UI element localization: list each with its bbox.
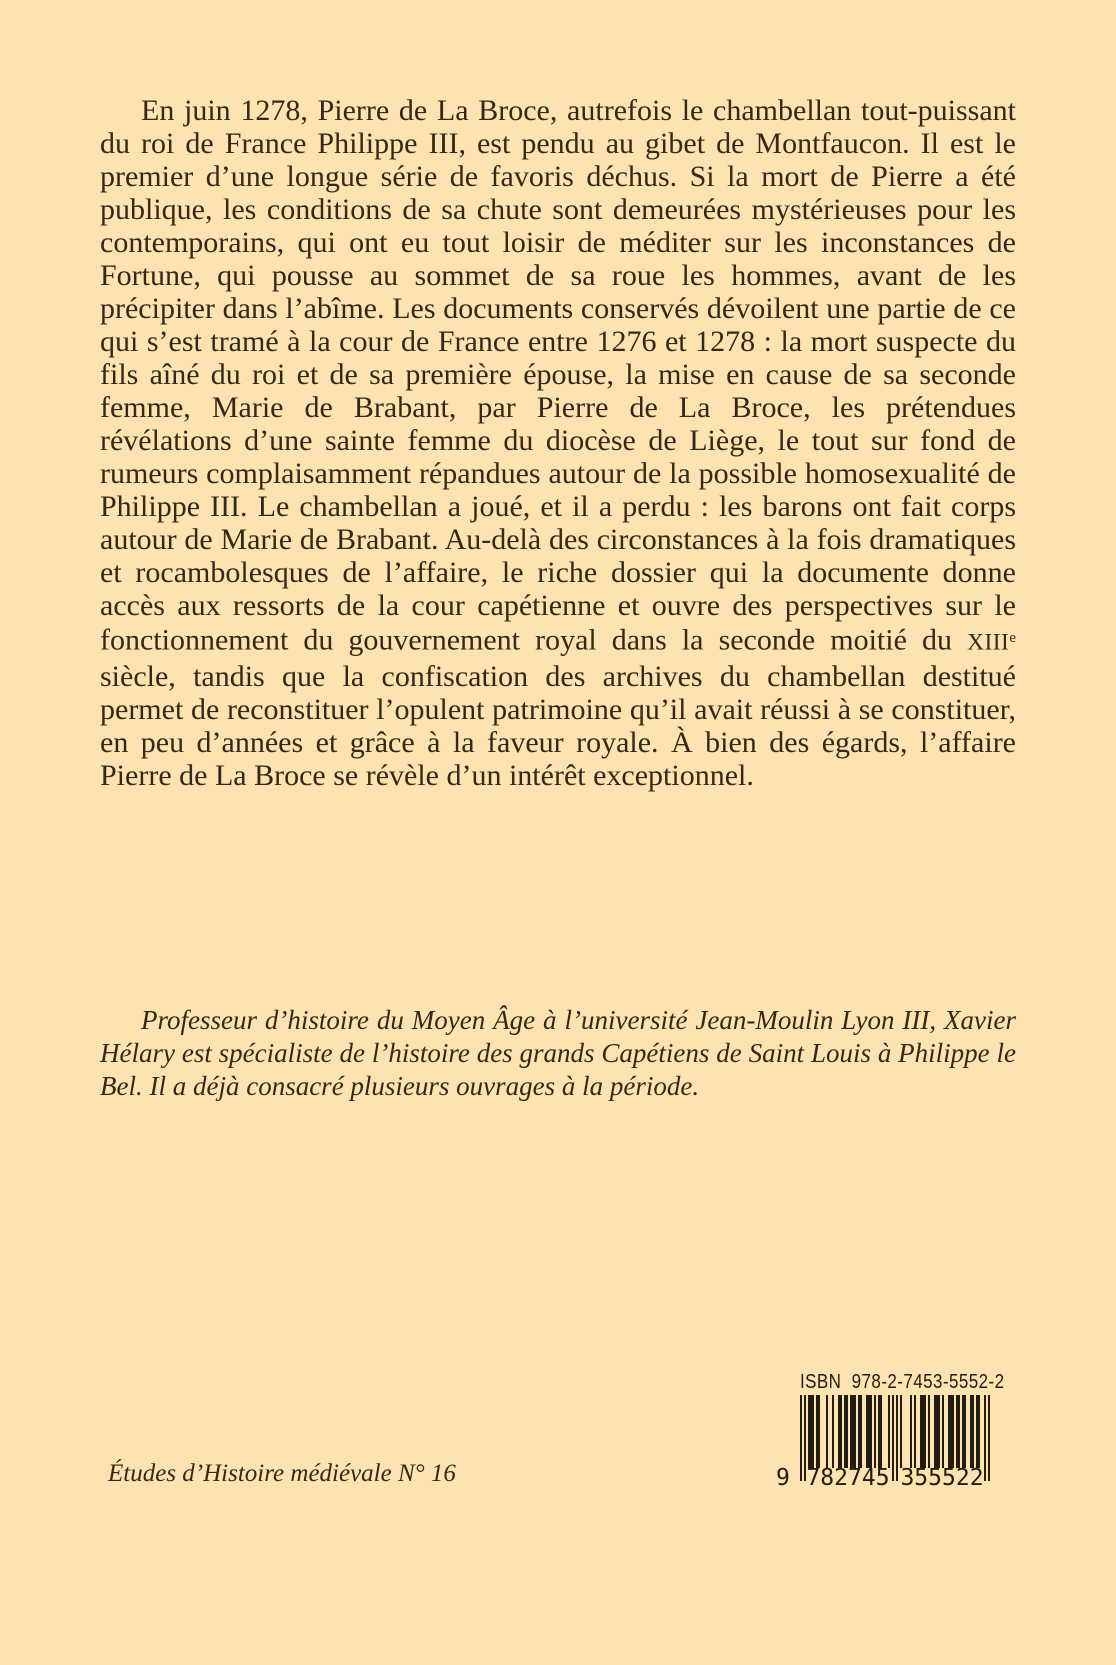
isbn-barcode-block	[776, 1371, 1005, 1495]
barcode-digit-leading: 9	[776, 1465, 790, 1491]
century-roman-numeral: XIII	[967, 629, 1010, 656]
author-bio: Professeur d’histoire du Moyen Âge à l’université Jean-Moulin Lyon III, Xavier Hélary est spécialiste de l’histoire des grands Capétiens de Saint Louis à Philippe le Bel. Il a déjà consacré plusieurs ouvrages à la période.	[100, 1005, 1016, 1101]
barcode-digits-left-group: 782745	[806, 1465, 890, 1491]
series-label: Études d’Histoire médiévale N° 16	[108, 1460, 456, 1487]
synopsis-text-before-century: En juin 1278, Pierre de La Broce, autrefois le chambellan tout-puissant du roi de France Philippe III, est pendu au gibet de Montfaucon. Il est le premier d’une longue série de favoris déchus. Si la mort de Pierre a été publique, les conditions de sa chute sont demeurées mystérieuses pour les contemporains, qui ont eu tout loisir de méditer sur les inconstances de Fortune, qui pousse au sommet de sa roue les hommes, avant de les précipiter dans l’abîme. Les documents conservés dévoilent une partie de ce qui s’est tramé à la cour de France entre 1276 et 1278 : la mort suspecte du fils aîné du roi et de sa première épouse, la mise en cause de sa seconde femme, Marie de Brabant, par Pierre de La Broce, les prétendues révélations d’une sainte femme du diocèse de Liège, le tout sur fond de rumeurs complaisamment répandues autour de la possible homosexualité de Philippe III. Le chambellan a joué, et il a perdu : les barons ont fait corps autour de Marie de Brabant. Au-delà des circonstances à la fois dramatiques et rocambolesques de l’affaire, le riche dossier qui la documente donne accès aux ressorts de la cour capétienne et ouvre des perspectives sur le fonctionnement du gouvernement royal dans la seconde moitié du	[100, 94, 1016, 657]
barcode-digits-right-group: 355522	[900, 1465, 984, 1491]
century-ordinal-suffix: e	[1009, 630, 1016, 646]
synopsis-paragraph	[100, 94, 1016, 792]
synopsis-text-after-century: siècle, tandis que la confiscation des archives du chambellan destitué permet de reconstituer l’opulent patrimoine qu’il avait réussi à se constituer, en peu d’années et grâce à la faveur royale. À bien des égards, l’affaire Pierre de La Broce se révèle d’un intérêt exceptionnel.	[100, 659, 1016, 792]
isbn-label: ISBN 978-2-7453-5552-2	[800, 1371, 1005, 1393]
